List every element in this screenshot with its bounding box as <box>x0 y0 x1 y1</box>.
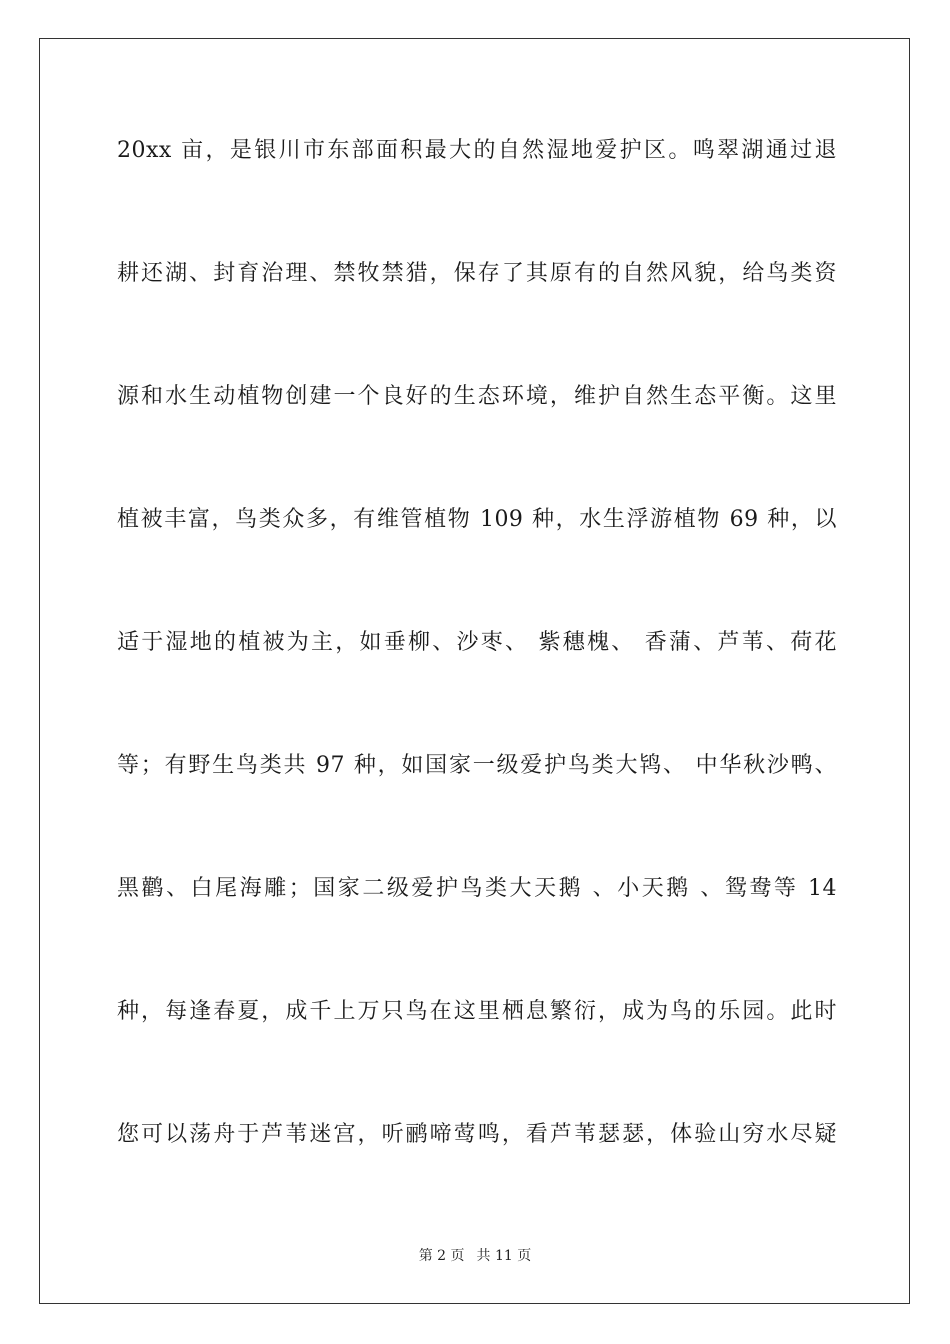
page-total: 共 11 页 <box>476 1248 532 1264</box>
page-footer <box>0 1245 950 1265</box>
text-line: 您可以荡舟于芦苇迷宫，听鹂啼莺鸣，看芦苇瑟瑟，体验山穷水尽疑 <box>117 1122 837 1147</box>
text-line: 植被丰富，鸟类众多，有维管植物 109 种，水生浮游植物 69 种，以 <box>117 507 837 532</box>
text-line: 黑鹳、白尾海雕；国家二级爱护鸟类大天鹅 、小天鹅 、鸳鸯等 14 <box>117 876 837 901</box>
text-line: 适于湿地的植被为主，如垂柳、沙枣、 紫穗槐、 香蒲、芦苇、荷花 <box>117 630 837 655</box>
text-line: 耕还湖、封育治理、禁牧禁猎，保存了其原有的自然风貌，给鸟类资 <box>117 261 837 286</box>
text-line: 源和水生动植物创建一个良好的生态环境，维护自然生态平衡。这里 <box>117 384 837 409</box>
text-line: 等；有野生鸟类共 97 种，如国家一级爱护鸟类大鸨、 中华秋沙鸭、 <box>117 753 837 778</box>
text-line: 种，每逢春夏，成千上万只鸟在这里栖息繁衍，成为鸟的乐园。此时 <box>117 999 837 1024</box>
page-number: 第 2 页 <box>418 1248 465 1264</box>
text-line: 20xx 亩，是银川市东部面积最大的自然湿地爱护区。鸣翠湖通过退 <box>117 138 837 163</box>
